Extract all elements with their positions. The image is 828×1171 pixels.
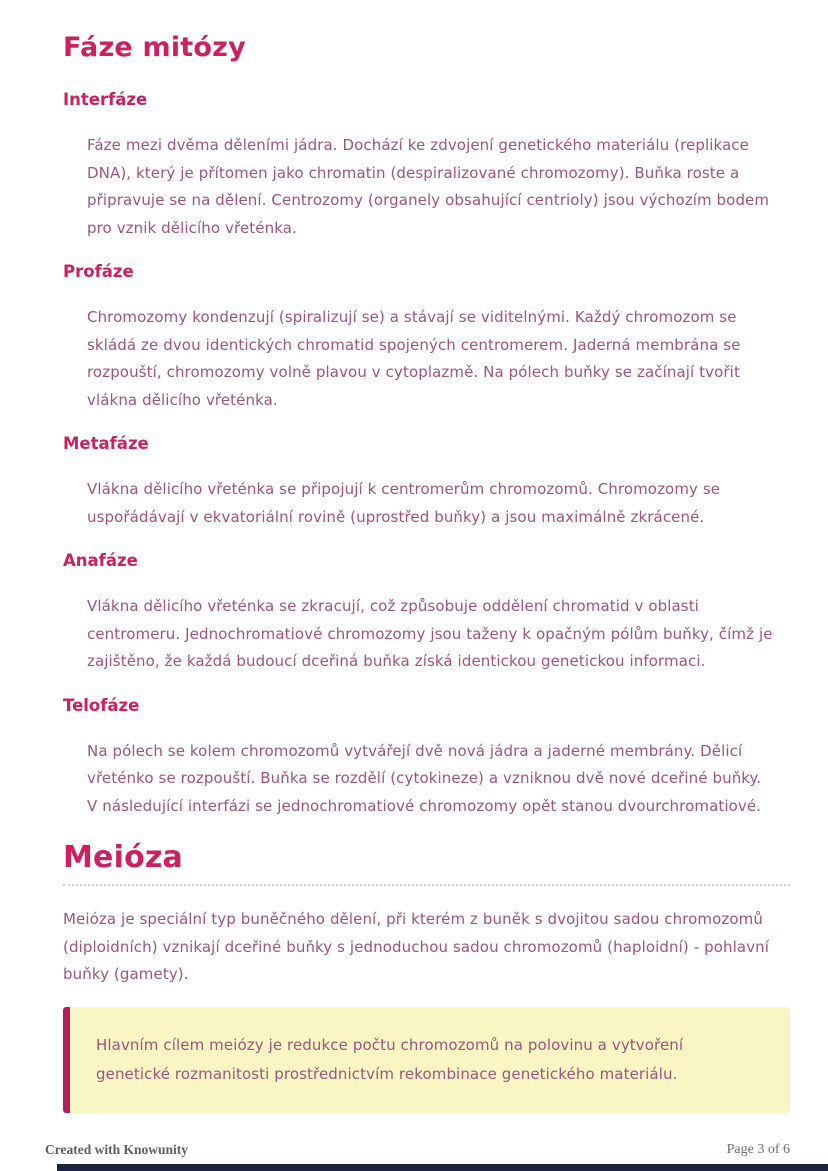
meioza-intro: Meióza je speciální typ buněčného dělení, při kterém z buněk s dvojitou sadou chromozomů (diploidních) vznikají dceřiné buňky s jednoduchou sadou chromozomů (haploidní) - pohlavní buňky (gamety).: [63, 910, 770, 983]
section-body-anafaze: Vlákna dělicího vřeténka se zkracují, což způsobuje oddělení chromatid v oblasti centromeru. Jednochromatiové chromozomy jsou taženy k opačným pólům buňky, čímž je zajištěno, že každá budoucí dceřiná buňka získá identickou genetickou informaci.: [87, 597, 773, 670]
section-heading-metafaze: Metafáze: [63, 434, 149, 453]
section-metafaze: [63, 432, 790, 531]
section-interfaze: [63, 88, 790, 242]
footer-page-number: Page 3 of 6: [726, 1142, 790, 1157]
section-heading-interfaze: Interfáze: [63, 90, 148, 109]
callout-box: [63, 1007, 790, 1113]
section-body-profaze: Chromozomy kondenzují (spiralizují se) a stávají se viditelnými. Každý chromozom se skládá ze dvou identických chromatid spojených centromerem. Jaderná membrána se rozpouští, chromozomy volně plavou v cytoplazmě. Na pólech buňky se začínají tvořit vlákna dělicího vřeténka.: [87, 308, 741, 409]
section-body-interfaze: Fáze mezi dvěma děleními jádra. Dochází ke zdvojení genetického materiálu (replikace DNA), který je přítomen jako chromatin (despiralizované chromozomy). Buňka roste a připravuje se na dělení. Centrozomy (organely obsahující centrioly) jsou výchozím bodem pro vznik dělicího vřeténka.: [87, 136, 770, 237]
footer-created-with: Created with Knowunity: [45, 1142, 189, 1157]
section-anafaze: [63, 549, 790, 676]
bottom-bar: [57, 1164, 828, 1171]
section-body-telofaze: Na pólech se kolem chromozomů vytvářejí dvě nová jádra a jaderné membrány. Dělicí vřeténko se rozpouští. Buňka se rozdělí (cytokineze) a vzniknou dvě nové dceřiné buňky. V následující interfázi se jednochromatiové chromozomy opět stanou dvourchromatiové.: [87, 741, 762, 815]
page-title: Fáze mitózy: [63, 32, 246, 63]
section-heading-telofaze: Telofáze: [63, 695, 140, 715]
page-footer: [0, 1140, 828, 1158]
meioza-heading: Meióza: [63, 838, 790, 886]
section-meioza: [63, 838, 790, 1113]
section-body-metafaze: Vlákna dělicího vřeténka se připojují k centromerům chromozomů. Chromozomy se uspořádávají v ekvatoriální rovině (uprostřed buňky) a jsou maximálně zkrácené.: [87, 480, 721, 526]
section-heading-profaze: Profáze: [63, 262, 134, 281]
callout-text: Hlavním cílem meiózy je redukce počtu chromozomů na polovinu a vytvoření genetické rozmanitosti prostřednictvím rekombinace genetického materiálu.: [96, 1035, 684, 1083]
section-heading-anafaze: Anafáze: [63, 551, 138, 570]
section-telofaze: [63, 694, 790, 821]
section-profaze: [63, 260, 790, 414]
